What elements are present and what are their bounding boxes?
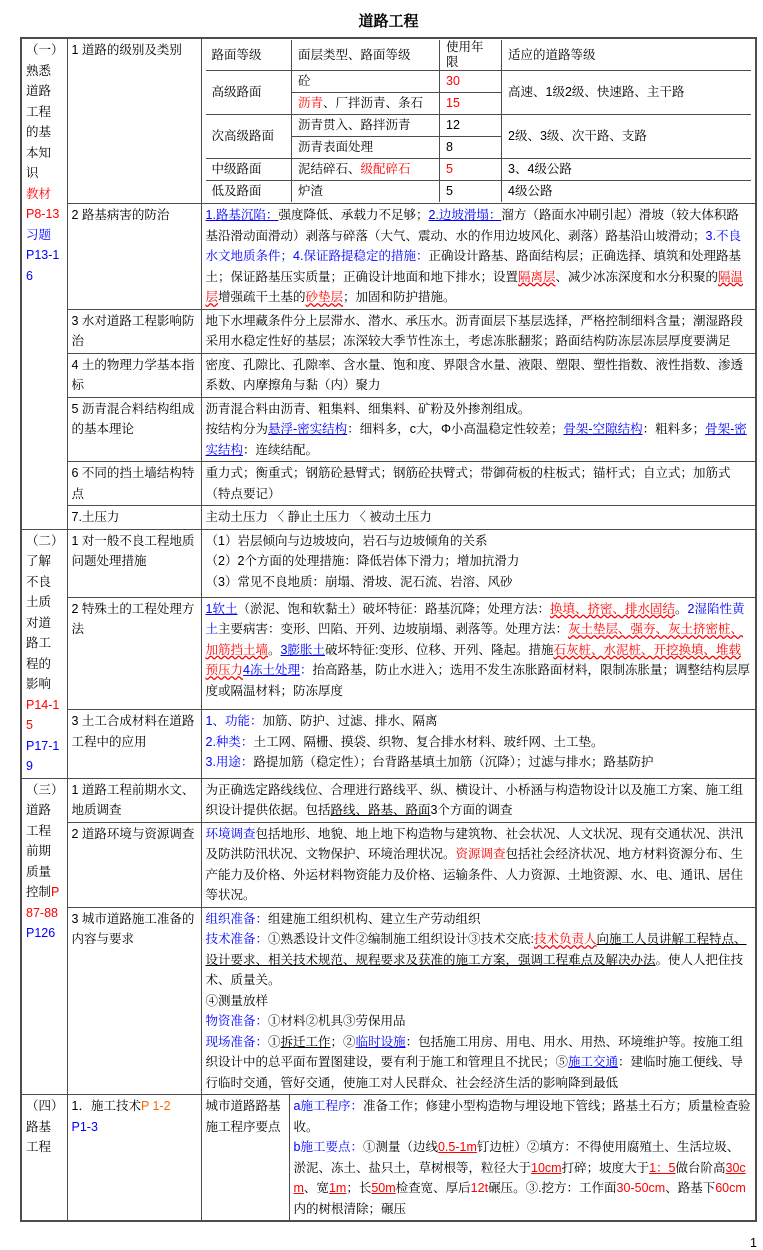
content-cell [201, 309, 756, 353]
topic-cell [67, 397, 201, 462]
table-row [21, 397, 756, 462]
topic-label: 2 道路环境与资源调查 [71, 826, 195, 841]
topic-label: 5 沥青混合料结构组成的基本理论 [71, 401, 195, 436]
content-cell [201, 907, 756, 1095]
table-row [21, 529, 756, 597]
paragraph [294, 1096, 752, 1137]
topic-cell [67, 907, 201, 1095]
term-collapsible-loess: 2湿陷性黄土 [205, 601, 745, 637]
table-row [206, 71, 752, 93]
table-row [21, 38, 756, 204]
paragraph [206, 929, 752, 991]
topic-label: 1 道路的级别及类别 [71, 43, 182, 57]
text-run: 3.用途： [205, 755, 254, 769]
table-cell: 低及路面 [206, 181, 292, 203]
value-root-clear-depth: 60cm [715, 1181, 746, 1195]
topic-cell [67, 353, 201, 397]
text-run: 准备工作；修建小型构造物与埋设地下管线；路基土石方；质量检查验收。 [293, 1099, 751, 1134]
section-3-ref-pages-2: P126 [26, 926, 56, 940]
table-cell [292, 93, 440, 115]
topic-cell [67, 529, 201, 597]
table-cell: 4级公路 [502, 181, 752, 203]
link-skeleton-void-structure[interactable]: 骨架-空隙结构 [563, 422, 643, 436]
text-run: ；加固和防护措施。 [343, 290, 456, 304]
section-1-ref-exercise-pages: P13-16 [26, 248, 60, 283]
link-temporary-facilities[interactable]: 临时设施 [355, 1034, 406, 1049]
value-step-width: 1m [328, 1181, 347, 1195]
table-row [21, 506, 756, 530]
topic-label: 6 不同的挡土墙结构特点 [71, 466, 195, 501]
section-2-ref-pages: P14-15 [26, 697, 60, 732]
table-cell: 15 [440, 93, 502, 115]
table-row [206, 181, 752, 203]
term-sand-cushion: 砂垫层 [305, 290, 344, 304]
content-cell [201, 597, 756, 709]
content-cell [289, 1095, 756, 1222]
text-run: 主动土压力 〈 静止土压力 〈 被动土压力 [205, 510, 432, 524]
term-material-prep: 物资准备： [205, 1014, 269, 1028]
text-run: 向施工人员讲解工程特点、设计要求、相关技术规范、规程要求及获准的施工方案，强调工程难点及解决办法 [205, 932, 747, 967]
term-isolation-layer: 隔离层 [518, 269, 556, 284]
list-item [206, 711, 752, 732]
text-run: ： [299, 663, 313, 678]
section-4-title: （四）路基工程 [26, 1099, 58, 1154]
topic-cell [67, 204, 201, 310]
content-cell [201, 710, 756, 779]
column-header: 适应的道路等级 [502, 40, 752, 71]
link-soft-soil[interactable]: 1软土 [205, 601, 238, 616]
topic-label: 3 城市道路施工准备的内容与要求 [71, 911, 195, 946]
term-technical-director: 技术负责人 [534, 932, 597, 946]
topic-cell [67, 710, 201, 779]
section-3-label [21, 778, 67, 1095]
list-item: （2）2个方面的处理措施：降低岩体下滑力；增加抗滑力 [205, 554, 520, 568]
section-2-title: （二）了解不良土质对道路工程的影响 [26, 533, 58, 691]
topic-label: 3 土工合成材料在道路工程中的应用 [71, 714, 195, 749]
text-run: 3个方面的调查 [430, 803, 513, 817]
term-expansive-soil-treatment: 石灰桩、水泥桩、开挖换填、堆载预压力 [205, 642, 741, 678]
topic-cell [67, 462, 201, 506]
table-cell: 中级路面 [206, 159, 292, 181]
term-technical-prep: 技术准备： [205, 932, 269, 946]
text-run: 。使人人把住技术、质量关。 [205, 952, 744, 987]
column-header: 使用年限 [440, 40, 502, 71]
content-cell [201, 529, 756, 597]
table-cell: 3、4级公路 [502, 159, 752, 181]
section-1-ref-exercises: 习题 [26, 227, 52, 242]
value-work-face: 30-50cm [616, 1181, 666, 1195]
link-frozen-soil-treatment[interactable]: 4冻土处理 [243, 663, 300, 678]
text-run: ：细料多，c大，Φ小高温稳定性较差； [347, 422, 564, 436]
text-run: ；② [330, 1034, 356, 1049]
table-cell: 8 [440, 137, 502, 159]
table-row [21, 353, 756, 397]
text-run: 。 [268, 642, 281, 657]
text-run: 加筋、防护、过滤、排水、隔离 [262, 714, 438, 728]
table-row [21, 778, 756, 822]
text-run: 增强疏干土基的 [218, 290, 306, 304]
notes-table [20, 37, 757, 1222]
table-cell: 高速、1级2级、快速路、主干路 [502, 71, 752, 115]
text-run: 3.不良水文地质条件； [205, 228, 741, 263]
topic-label: 3 水对道路工程影响防治 [71, 313, 195, 348]
term-soft-soil-treatment: 换填、挤密、排水固结 [549, 601, 675, 616]
text-run: ①熟悉设计文件②编制施工组织设计③技术交底: [268, 932, 534, 946]
column-header: 路面等级 [206, 40, 292, 71]
text-run: 密度、孔隙比、孔隙率、含水量、饱和度、界限含水量、液限、塑限、塑性指数、液性指数、渗透系数、内摩擦角与黏（内）聚力 [205, 357, 744, 392]
text-run: 土工网、隔栅、摸袋、织物、复合排水材料、玻纤网、土工垫。 [253, 734, 604, 749]
table-row [21, 204, 756, 310]
text-run: 、厂拌沥青、条石 [323, 96, 424, 110]
section-3-title: （三）道路工程前期质量控制 [26, 782, 58, 899]
topic-cell [67, 778, 201, 822]
text-run: 地下水埋藏条件分上层滞水、潜水、承压水。沥青面层下基层选择，严格控制细料含量；潮湿路段采用水稳定性好的基层；冻深较大季节性冻土，考虑冻胀翻浆；路面结构防冻层冻层厚度要满足 [205, 313, 744, 348]
table-cell: 5 [440, 181, 502, 203]
section-3-ref-pages: P87-88 [26, 885, 60, 920]
table-row [206, 115, 752, 137]
section-1-ref-textbook: 教材 [26, 186, 52, 201]
link-slope-collapse[interactable]: 2.边坡滑塌： [428, 208, 502, 222]
term-loess-treatment: 灰土垫层、强夯、灰土挤密桩、加筋挡土墙 [205, 622, 744, 657]
section-1-ref-pages: P8-13 [26, 207, 60, 221]
table-row [206, 40, 752, 71]
text-run: 破坏特征:变形、位移、开列、隆起。措施 [324, 642, 554, 657]
pavement-grade-table [206, 40, 752, 202]
table-row [21, 710, 756, 779]
text-run: 正确设计路基、路面结构层；正确选择、填筑和处理路基土；保证路基压实质量；正确设计地面和地下排水；设置 [205, 249, 741, 284]
text-run: 主要病害：变形、凹陷、开列、边坡崩塌、剥落等。处理方法： [218, 622, 569, 637]
text-run: 4.保证路提稳定的措施： [293, 249, 429, 263]
table-cell: 12 [440, 115, 502, 137]
topic-label: 1 道路工程前期水文、地质调查 [71, 782, 195, 817]
value-edge-stake-spacing: 0.5-1m [437, 1140, 477, 1154]
text-run: 包括社会经济状况、地方材料资源分布、生产能力及价格、外运材料物资能力及价格、运输条件、人力资源、土地资源、水、电、通讯、居住等状况。 [205, 847, 744, 902]
term-organization-prep: 组织准备： [205, 911, 269, 926]
paragraph [294, 1137, 752, 1219]
topic-cell [67, 822, 201, 907]
text-run: 沥青混合料由沥青、粗集料、细集料、矿粉及外掺剂组成。 [205, 401, 531, 416]
topic-label: 2 特殊土的工程处理方法 [71, 601, 195, 637]
section-2-ref-pages-2: P17-19 [26, 738, 60, 773]
table-row [21, 1095, 756, 1222]
text-run: 组建施工组织机构、建立生产劳动组织 [268, 911, 481, 926]
link-skeleton-dense-structure[interactable]: 骨架-密实结构 [205, 422, 747, 457]
table-row [21, 309, 756, 353]
text-run: ① [268, 1034, 281, 1049]
list-item: （1）岩层倾向与边坡坡向，岩石与边坡倾角的关系 [205, 533, 488, 548]
column-header: 面层类型、路面等级 [292, 40, 440, 71]
content-cell [201, 462, 756, 506]
section-2-label [21, 529, 67, 778]
text-run: 级配碎石 [360, 162, 411, 176]
table-row [206, 159, 752, 181]
section-1-label [21, 38, 67, 529]
table-cell: 次高级路面 [206, 115, 292, 159]
value-particle-size: 10cm [531, 1160, 562, 1175]
text-run: 、宽 [303, 1181, 329, 1195]
topic-cell [67, 1095, 201, 1222]
link-suspended-dense-structure[interactable]: 悬浮-密实结构 [268, 422, 348, 436]
text-run: ①材料②机具③劳保用品 [268, 1014, 406, 1028]
paragraph [206, 1011, 752, 1032]
text-run: ①测量（边线 [362, 1140, 438, 1154]
text-run: 沥青 [298, 96, 324, 110]
content-cell [201, 353, 756, 397]
table-cell [292, 159, 440, 181]
value-slope-ratio: 1：5 [649, 1160, 676, 1175]
topic-label: 7.土压力 [71, 510, 120, 524]
list-item: （3）常见不良地质：崩塌、滑坡、泥石流、岩溶、风砂 [205, 574, 513, 589]
link-roadbed-settlement[interactable]: 1.路基沉陷： [205, 208, 279, 222]
text-run: 路提加筋（稳定性）；台背路基填土加筋（沉降）；过滤与排水；路基防护 [253, 755, 654, 769]
paragraph: ④测量放样 [205, 993, 269, 1008]
content-cell [201, 397, 756, 462]
content-cell [201, 204, 756, 310]
content-cell [201, 38, 756, 204]
content-cell [201, 778, 756, 822]
text-run: 内的树根清除；碾压 [293, 1201, 407, 1216]
text-run: （淤泥、饱和软黏土）破坏特征：路基沉降；处理方法： [237, 601, 550, 616]
term-survey-scope: 路线、路基、路面 [330, 803, 431, 817]
term-site-prep: 现场准备： [205, 1034, 269, 1049]
content-cell [201, 506, 756, 530]
link-construction-traffic[interactable]: 施工交通 [568, 1055, 619, 1069]
text-run: 强度降低、承载力不足够； [278, 208, 429, 222]
text-run: ：包括施工用房、用电、用水、用热、环境维护等。按施工组织设计中的总平面布置图建设，要有利于施工和管理且不扰民；⑤ [205, 1034, 744, 1069]
term-insulation-layer: 隔温层 [205, 269, 744, 304]
table-row [21, 597, 756, 709]
table-cell: 砼 [292, 71, 440, 93]
term-construction-procedure: a施工程序： [293, 1099, 363, 1113]
text-run: 按结构分为 [205, 422, 269, 436]
term-environment-survey: 环境调查 [205, 826, 256, 841]
text-run: 为正确选定路线线位、合理进行路线平、纵、横设计、小桥涵与构造物设计以及施工方案、施工组织设计提供依据。包括 [205, 782, 744, 817]
paragraph [206, 419, 752, 460]
text-run: 碾压。③.挖方：工作面 [488, 1181, 617, 1195]
paragraph [206, 1032, 752, 1094]
value-check-length: 50m [371, 1181, 396, 1195]
term-construction-points: b施工要点： [293, 1140, 363, 1154]
text-run: 泥结碎石、 [298, 162, 361, 176]
section-1-title: （一）熟悉道路工程的基本知识 [26, 43, 58, 180]
term-resource-survey: 资源调查 [455, 847, 506, 861]
topic-cell [67, 506, 201, 530]
text-run: ：粗料多； [642, 422, 706, 436]
topic-label: 4 土的物理力学基本指标 [71, 357, 195, 392]
text-run: 。 [674, 601, 688, 616]
table-cell: 沥青贯入、路拌沥青 [292, 115, 440, 137]
table-cell: 2级、3级、次干路、支路 [502, 115, 752, 159]
text-run: 、减少冰冻深度和水分积聚的 [555, 269, 719, 284]
text-run: 溜方（路面水冲刷引起）滑坡（较大体积路基沿滑动面滑动）剥落与碎落（大气、震动、水的作用边坡风化、剥落）路基沿山坡滑动； [205, 208, 739, 243]
topic-ref-pages-2: P1-3 [71, 1119, 98, 1134]
paragraph [206, 909, 752, 930]
subtopic-label: 城市道路路基施工程序要点 [205, 1099, 281, 1134]
content-cell [201, 822, 756, 907]
topic-cell [67, 38, 201, 204]
table-cell: 30 [440, 71, 502, 93]
page-title: 道路工程 [358, 13, 419, 30]
text-run: 检查宽、厚后 [395, 1181, 471, 1195]
topic-cell [67, 309, 201, 353]
text-run: 1、功能： [205, 714, 263, 728]
table-cell: 沥青表面处理 [292, 137, 440, 159]
table-row [21, 822, 756, 907]
page-number: 1 [750, 1236, 757, 1250]
text-run: 做台阶高 [675, 1160, 726, 1175]
text-run: 钉边桩）②填方：不得使用腐殖土、生活垃圾、淤泥、冻土、盐只土，草树根等，粒径大于 [293, 1140, 740, 1175]
text-run: ：连续结配。 [243, 442, 319, 457]
topic-label: 2 路基病害的防治 [71, 208, 170, 222]
table-cell: 5 [440, 159, 502, 181]
subtopic-cell [201, 1095, 289, 1222]
table-row [21, 907, 756, 1095]
topic-label: 1．施工技术 [71, 1099, 141, 1113]
table-row [21, 462, 756, 506]
table-cell: 炉渣 [292, 181, 440, 203]
term-demolition-work: 拆迁工作 [280, 1034, 331, 1049]
text-run: ：建临时施工便线、导行临时交通，管好交通，使施工对人民群众、社会经济生活的影响降到最低 [205, 1055, 744, 1090]
value-roller-weight: 12t [470, 1181, 489, 1195]
text-run: 2.种类： [205, 734, 254, 749]
list-item [206, 752, 752, 773]
topic-label: 1 对一般不良工程地质问题处理措施 [71, 533, 195, 568]
section-4-label [21, 1095, 67, 1222]
text-run: 重力式；衡重式；钢筋砼悬臂式；钢筋砼扶臂式；带御荷板的柱板式；锚杆式；自立式；加筋式（特点要记） [205, 466, 731, 501]
text-run: 、路基下 [665, 1181, 716, 1195]
list-item [206, 732, 752, 753]
link-expansive-soil[interactable]: 3膨胀土 [280, 642, 325, 657]
text-run: ；长 [346, 1181, 372, 1195]
table-cell: 高级路面 [206, 71, 292, 115]
topic-ref-pages: P 1-2 [140, 1099, 171, 1113]
value-step-height: 30cm [293, 1160, 746, 1195]
text-run: 包括地形、地貌、地上地下构造物与建筑物、社会状况、人文状况、现有交通状况、洪汛及防洪防汛状况、文物保护、环境治理状况。 [205, 826, 744, 861]
topic-cell [67, 597, 201, 709]
text-run: 抬高路基，防止水进入；选用不发生冻胀路面材料，限制冻胀量；调整结构层厚度或隔温材料；防冻厚度 [205, 663, 750, 698]
text-run: 打碎；坡度大于 [561, 1160, 650, 1175]
